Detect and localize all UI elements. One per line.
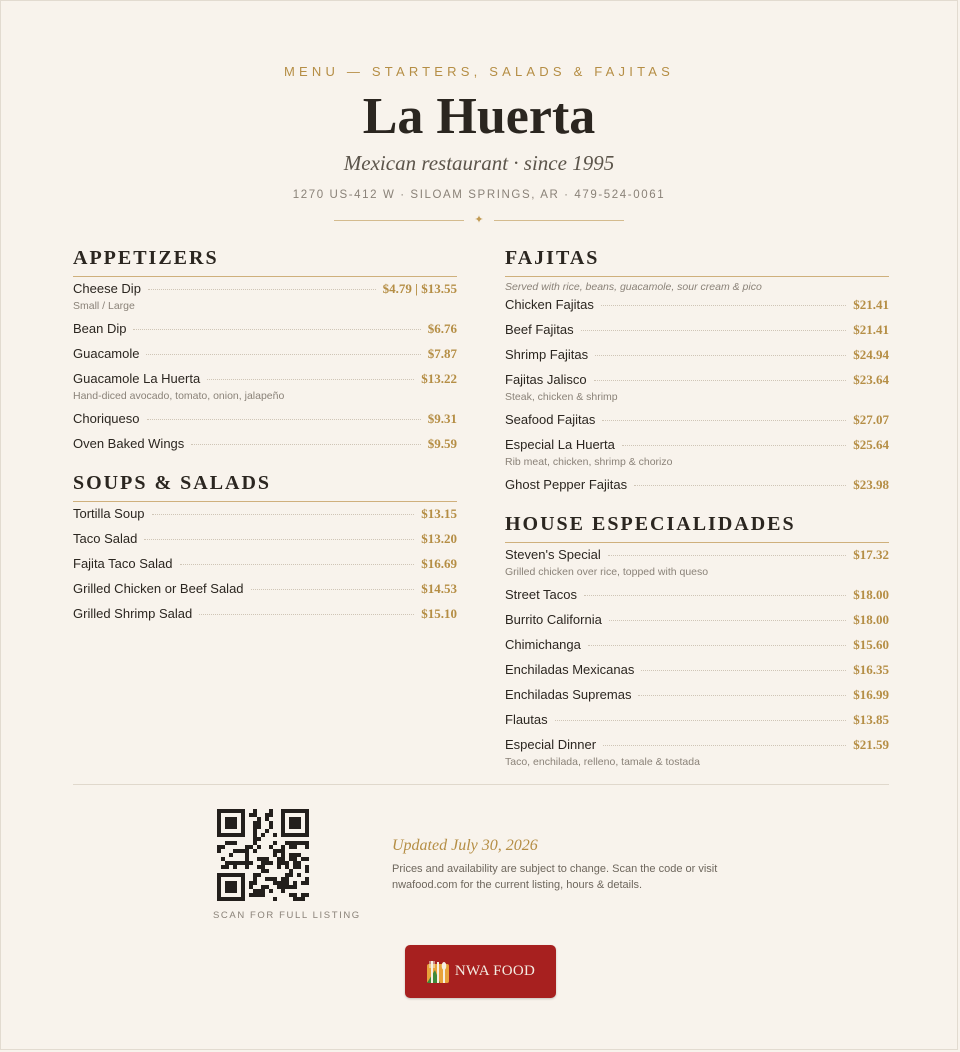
section-title: FAJITAS: [505, 247, 889, 277]
dot-leader: [638, 695, 846, 696]
menu-item-name: Steven's Special: [505, 547, 601, 562]
menu-item-price: $9.31: [427, 411, 457, 426]
menu-item: [505, 297, 889, 313]
menu-item-row: [73, 371, 457, 387]
menu-item: [505, 612, 889, 628]
menu-header: [1, 1, 957, 226]
menu-item-name: Fajitas Jalisco: [505, 372, 587, 387]
menu-item-name: Cheese Dip: [73, 281, 141, 296]
menu-item-price: $13.85: [853, 712, 889, 727]
menu-item: [73, 556, 457, 572]
right-column: [505, 247, 889, 788]
dot-leader: [588, 645, 846, 646]
dot-leader: [609, 620, 846, 621]
updated-disclaimer: Prices and availability are subject to change. Scan the code or visit nwafood.com for the current listing, hours & details.: [392, 863, 718, 891]
menu-item-name: Ghost Pepper Fajitas: [505, 477, 628, 492]
menu-item-row: [505, 372, 889, 388]
dot-leader: [603, 745, 846, 746]
dot-leader: [622, 445, 846, 446]
menu-item-name: Especial Dinner: [505, 737, 597, 752]
dot-leader: [191, 444, 420, 445]
section-title: HOUSE ESPECIALIDADES: [505, 513, 889, 543]
menu-item-row: [505, 737, 889, 753]
menu-item-row: [73, 581, 457, 597]
menu-item: [73, 321, 457, 337]
menu-item-name: Guacamole La Huerta: [73, 371, 201, 386]
dot-leader: [148, 289, 376, 290]
section-title: SOUPS & SALADS: [73, 472, 457, 502]
dot-leader: [581, 330, 847, 331]
menu-item-description: Grilled chicken over rice, topped with queso: [505, 566, 709, 578]
menu-item-price: $13.20: [421, 531, 457, 546]
menu-item-row: [73, 506, 457, 522]
menu-item: [505, 437, 889, 468]
dot-leader: [133, 329, 420, 330]
menu-item-row: [73, 346, 457, 362]
menu-item-name: Street Tacos: [505, 587, 578, 602]
menu-item-price: $16.99: [853, 687, 889, 702]
dot-leader: [641, 670, 846, 671]
dot-leader: [144, 539, 414, 540]
menu-item-price: $6.76: [427, 321, 457, 336]
menu-item: [73, 281, 457, 312]
menu-item-price: $27.07: [853, 412, 889, 427]
menu-item-row: [73, 411, 457, 427]
menu-item: [505, 347, 889, 363]
menu-item-price: $13.15: [421, 506, 457, 521]
menu-item-name: Especial La Huerta: [505, 437, 615, 452]
dot-leader: [146, 354, 420, 355]
menu-item-name: Enchiladas Supremas: [505, 687, 632, 702]
menu-item-name: Taco Salad: [73, 531, 138, 546]
dot-leader: [634, 485, 846, 486]
menu-item-price: $13.22: [421, 371, 457, 386]
menu-item: [505, 662, 889, 678]
menu-item-row: [505, 637, 889, 653]
menu-item-description: Hand-diced avocado, tomato, onion, jalapeño: [73, 390, 285, 402]
menu-item-list: [505, 547, 889, 768]
menu-item-price: $16.69: [421, 556, 457, 571]
section-house-especialidades: [505, 513, 889, 768]
menu-item: [73, 371, 457, 402]
dot-leader: [608, 555, 847, 556]
menu-item-description: Rib meat, chicken, shrimp & chorizo: [505, 456, 673, 468]
section-soups-salads: [73, 472, 457, 622]
menu-item-price: $15.10: [421, 606, 457, 621]
menu-item-price: $21.41: [853, 322, 889, 337]
dot-leader: [251, 589, 415, 590]
menu-item-row: [73, 606, 457, 622]
menu-item-price: $24.94: [853, 347, 889, 362]
menu-item-row: [505, 587, 889, 603]
menu-item-row: [505, 662, 889, 678]
menu-item-price: $25.64: [853, 437, 889, 452]
menu-item: [505, 322, 889, 338]
menu-item-price: $21.41: [853, 297, 889, 312]
dot-leader: [601, 305, 846, 306]
menu-item-description: Small / Large: [73, 300, 135, 312]
divider-line: [494, 220, 624, 221]
menu-item-list: [73, 506, 457, 622]
dot-leader: [199, 614, 414, 615]
dot-leader: [594, 380, 847, 381]
badge-label: NWA FOOD: [454, 963, 536, 979]
menu-item-row: [73, 556, 457, 572]
menu-item-name: Fajita Taco Salad: [73, 556, 173, 571]
menu-item: [505, 412, 889, 428]
section-note: Served with rice, beans, guacamole, sour cream & pico: [505, 281, 762, 293]
menu-item-price: $23.64: [853, 372, 889, 387]
menu-item-description: Taco, enchilada, relleno, tamale & tostada: [505, 756, 700, 768]
menu-item: [505, 372, 889, 403]
menu-item-price: $18.00: [853, 612, 889, 627]
star-icon: ✦: [474, 214, 484, 226]
menu-item-row: [505, 477, 889, 493]
divider-line: [334, 220, 464, 221]
menu-item: [73, 506, 457, 522]
menu-item: [73, 606, 457, 622]
menu-item-name: Grilled Chicken or Beef Salad: [73, 581, 244, 596]
menu-item: [505, 637, 889, 653]
menu-item-price: $23.98: [853, 477, 889, 492]
menu-item: [73, 346, 457, 362]
qr-block: [213, 809, 361, 921]
menu-item-row: [505, 322, 889, 338]
restaurant-name: La Huerta: [362, 88, 596, 145]
menu-item-row: [73, 531, 457, 547]
menu-item-row: [505, 347, 889, 363]
dot-leader: [180, 564, 415, 565]
menu-item-name: Choriqueso: [73, 411, 140, 426]
section-appetizers: [73, 247, 457, 452]
menu-item-name: Tortilla Soup: [73, 506, 145, 521]
menu-item-row: [505, 297, 889, 313]
menu-item-name: Shrimp Fajitas: [505, 347, 589, 362]
menu-item: [505, 712, 889, 728]
dot-leader: [584, 595, 846, 596]
menu-item: [73, 436, 457, 452]
menu-item-price: $15.60: [853, 637, 889, 652]
menu-item-list: [73, 281, 457, 452]
dot-leader: [595, 355, 846, 356]
section-fajitas: [505, 247, 889, 493]
menu-item-name: Chimichanga: [505, 637, 581, 652]
menu-item-name: Enchiladas Mexicanas: [505, 662, 635, 677]
menu-item: [505, 587, 889, 603]
section-title: APPETIZERS: [73, 247, 457, 277]
nwa-food-badge[interactable]: [405, 945, 556, 998]
restaurant-address: 1270 US-412 W · SILOAM SPRINGS, AR · 479-524-0061: [292, 189, 666, 201]
header-divider: [1, 215, 957, 226]
menu-item-price: $16.35: [853, 662, 889, 677]
menu-item-row: [505, 612, 889, 628]
menu-item-price: $14.53: [421, 581, 457, 596]
menu-item: [73, 581, 457, 597]
menu-item-price: $4.79 | $13.55: [382, 281, 457, 296]
menu-item-name: Grilled Shrimp Salad: [73, 606, 193, 621]
menu-item-name: Guacamole: [73, 346, 140, 361]
dot-leader: [555, 720, 847, 721]
menu-item-row: [505, 712, 889, 728]
menu-item-name: Bean Dip: [73, 321, 127, 336]
menu-item-row: [73, 436, 457, 452]
dot-leader: [207, 379, 414, 380]
menu-item-row: [505, 547, 889, 563]
menu-item: [505, 547, 889, 578]
menu-item: [73, 411, 457, 427]
dot-leader: [602, 420, 846, 421]
dot-leader: [152, 514, 415, 515]
menu-item-row: [505, 437, 889, 453]
left-column: [73, 247, 457, 642]
dot-leader: [147, 419, 421, 420]
menu-item-name: Beef Fajitas: [505, 322, 574, 337]
utensils-icon: [426, 958, 450, 986]
menu-item-name: Flautas: [505, 712, 548, 727]
footer-divider: [73, 784, 889, 785]
updated-date: Updated July 30, 2026: [392, 837, 538, 854]
qr-caption: SCAN FOR FULL LISTING: [213, 910, 361, 921]
menu-item-price: $18.00: [853, 587, 889, 602]
menu-item-price: $7.87: [427, 346, 457, 361]
menu-item-row: [505, 687, 889, 703]
menu-item-row: [505, 412, 889, 428]
menu-item-price: $9.59: [427, 436, 457, 451]
updated-notice: [392, 837, 732, 893]
menu-item: [505, 737, 889, 768]
menu-item-row: [73, 321, 457, 337]
menu-item-name: Oven Baked Wings: [73, 436, 185, 451]
menu-item: [73, 531, 457, 547]
menu-item-name: Chicken Fajitas: [505, 297, 594, 312]
menu-item-list: [505, 297, 889, 493]
menu-item-price: $17.32: [853, 547, 889, 562]
menu-item: [505, 687, 889, 703]
menu-item-price: $21.59: [853, 737, 889, 752]
menu-item: [505, 477, 889, 493]
menu-kicker: MENU — STARTERS, SALADS & FAJITAS: [284, 64, 674, 79]
qr-code-icon[interactable]: [217, 809, 309, 901]
menu-item-name: Burrito California: [505, 612, 602, 627]
menu-item-description: Steak, chicken & shrimp: [505, 391, 618, 403]
menu-item-name: Seafood Fajitas: [505, 412, 596, 427]
menu-item-row: [73, 281, 457, 297]
restaurant-tagline: Mexican restaurant · since 1995: [343, 151, 615, 175]
